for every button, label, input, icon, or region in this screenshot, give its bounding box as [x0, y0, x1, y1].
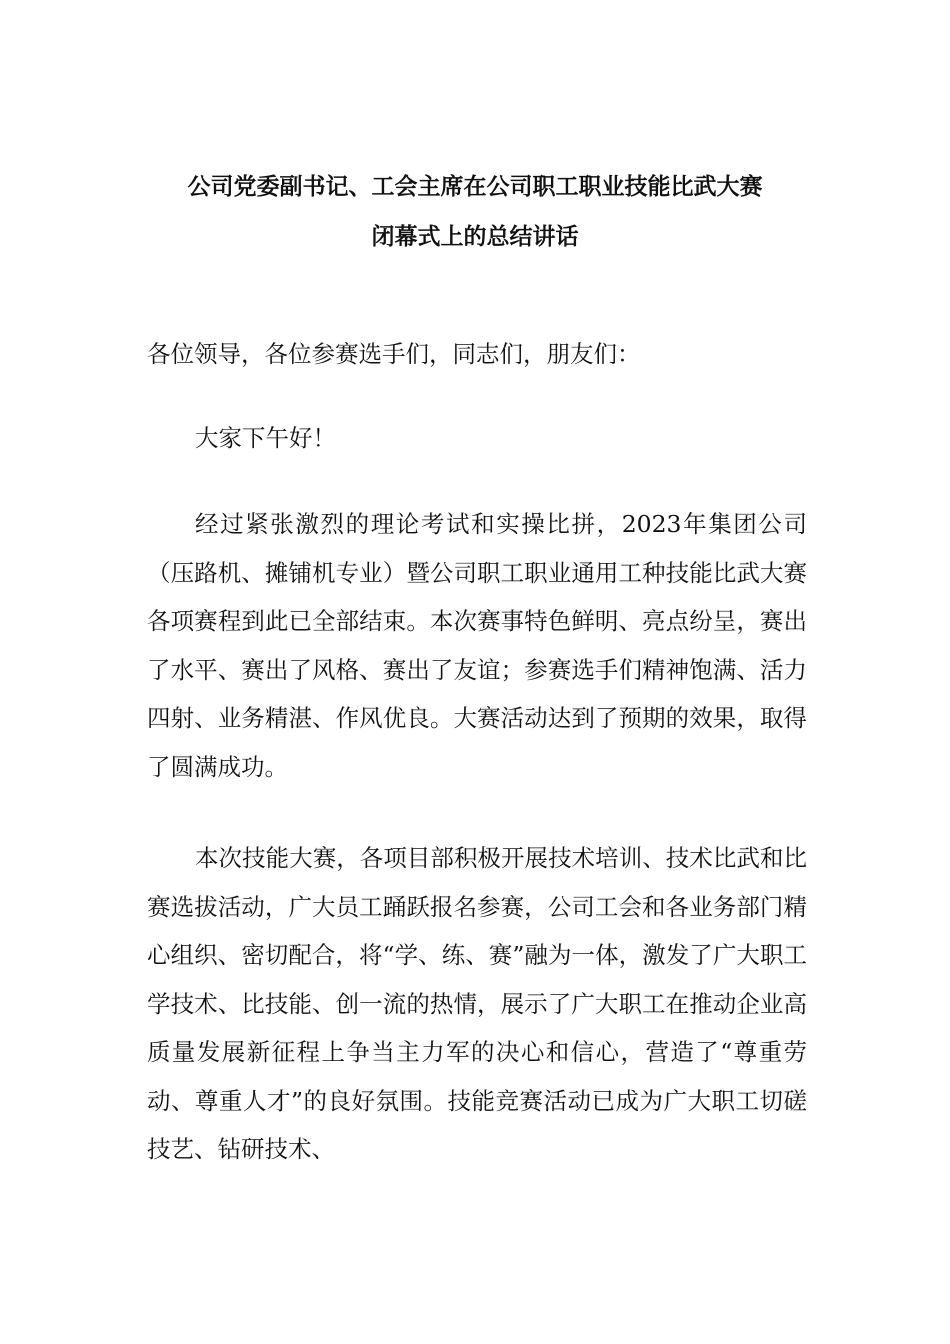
- document-title-line-2: 闭幕式上的总结讲话: [371, 224, 579, 250]
- greeting: 大家下午好！: [195, 424, 336, 452]
- paragraph-2: 本次技能大赛，各项目部积极开展技术培训、技术比武和比赛选拔活动，广大员工踊跃报名参赛，公司工会和各业务部门精心组织、密切配合，将“学、练、赛”融为一体，激发了广大职工学技术、比技能、创一流的热情，展示了广大职工在推动企业高质量发展新征程上争当主力军的决心和信心，营造了“尊重劳动、尊重人才”的良好氛围。技能竞赛活动已成为广大职工切磋技艺、钻研技术、: [147, 844, 807, 1163]
- salutation: 各位领导，各位参赛选手们，同志们，朋友们：: [147, 340, 641, 368]
- document-title-line-1: 公司党委副书记、工会主席在公司职工职业技能比武大赛: [187, 174, 763, 200]
- paragraph-1: 经过紧张激烈的理论考试和实操比拼，2023年集团公司（压路机、摊铺机专业）暨公司职工职业通用工种技能比武大赛各项赛程到此已全部结束。本次赛事特色鲜明、亮点纷呈，赛出了水平、赛出了风格、赛出了友谊；参赛选手们精神饱满、活力四射、业务精湛、作风优良。大赛活动达到了预期的效果，取得了圆满成功。: [147, 510, 807, 781]
